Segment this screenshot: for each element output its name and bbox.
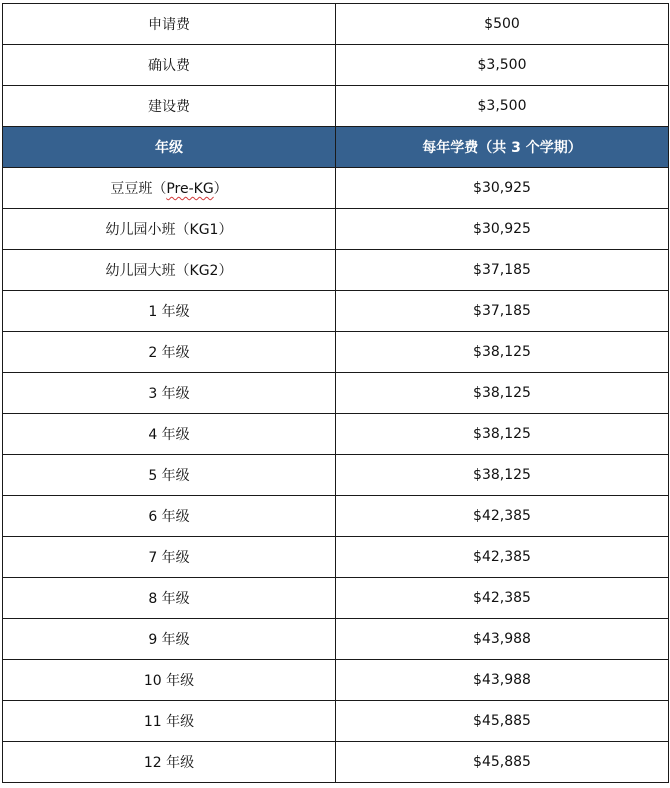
table-row [3, 455, 669, 496]
grade-cell: 3 年级 [3, 373, 336, 414]
fee-cell: $43,988 [336, 660, 669, 701]
grade-column-header: 年级 [3, 127, 336, 168]
grade-cell: 9 年级 [3, 619, 336, 660]
table-row [3, 373, 669, 414]
fee-cell: $38,125 [336, 455, 669, 496]
grade-text-suffix: ） [213, 181, 228, 197]
tuition-fee-table [2, 3, 669, 783]
grade-cell: 11 年级 [3, 701, 336, 742]
grade-cell: 7 年级 [3, 537, 336, 578]
grade-cell: 1 年级 [3, 291, 336, 332]
grade-cell: 2 年级 [3, 332, 336, 373]
fee-label: 申请费 [3, 4, 336, 45]
grade-cell: 8 年级 [3, 578, 336, 619]
grade-cell [3, 168, 336, 209]
table-row [3, 701, 669, 742]
table-row [3, 660, 669, 701]
table-row [3, 291, 669, 332]
fee-cell: $42,385 [336, 496, 669, 537]
fee-cell: $30,925 [336, 209, 669, 250]
fee-amount: $3,500 [336, 86, 669, 127]
grade-cell: 幼儿园大班（KG2） [3, 250, 336, 291]
table-row [3, 168, 669, 209]
table-row [3, 250, 669, 291]
fee-cell: $37,185 [336, 291, 669, 332]
table-row [3, 537, 669, 578]
fee-cell: $38,125 [336, 373, 669, 414]
spellcheck-flagged-text: Pre-KG [166, 181, 214, 197]
one-time-fee-row [3, 45, 669, 86]
grade-cell: 5 年级 [3, 455, 336, 496]
grade-cell: 4 年级 [3, 414, 336, 455]
fee-cell: $43,988 [336, 619, 669, 660]
table-row [3, 332, 669, 373]
grade-text: 豆豆班（ [110, 181, 167, 197]
grade-cell: 10 年级 [3, 660, 336, 701]
table-row [3, 209, 669, 250]
one-time-fee-row [3, 86, 669, 127]
fee-cell: $30,925 [336, 168, 669, 209]
table-row [3, 496, 669, 537]
fee-cell: $38,125 [336, 414, 669, 455]
table-row [3, 742, 669, 783]
fee-cell: $38,125 [336, 332, 669, 373]
fee-amount: $500 [336, 4, 669, 45]
fee-cell: $45,885 [336, 701, 669, 742]
fee-amount: $3,500 [336, 45, 669, 86]
grade-cell: 幼儿园小班（KG1） [3, 209, 336, 250]
table-row [3, 619, 669, 660]
table-row [3, 578, 669, 619]
grade-cell: 6 年级 [3, 496, 336, 537]
fee-cell: $42,385 [336, 537, 669, 578]
table-row [3, 414, 669, 455]
fee-cell: $37,185 [336, 250, 669, 291]
fee-table-body [3, 4, 669, 783]
fee-cell: $42,385 [336, 578, 669, 619]
grade-cell: 12 年级 [3, 742, 336, 783]
tuition-header-row [3, 127, 669, 168]
fee-label: 建设费 [3, 86, 336, 127]
fee-cell: $45,885 [336, 742, 669, 783]
fee-label: 确认费 [3, 45, 336, 86]
one-time-fee-row [3, 4, 669, 45]
annual-fee-column-header: 每年学费（共 3 个学期） [336, 127, 669, 168]
